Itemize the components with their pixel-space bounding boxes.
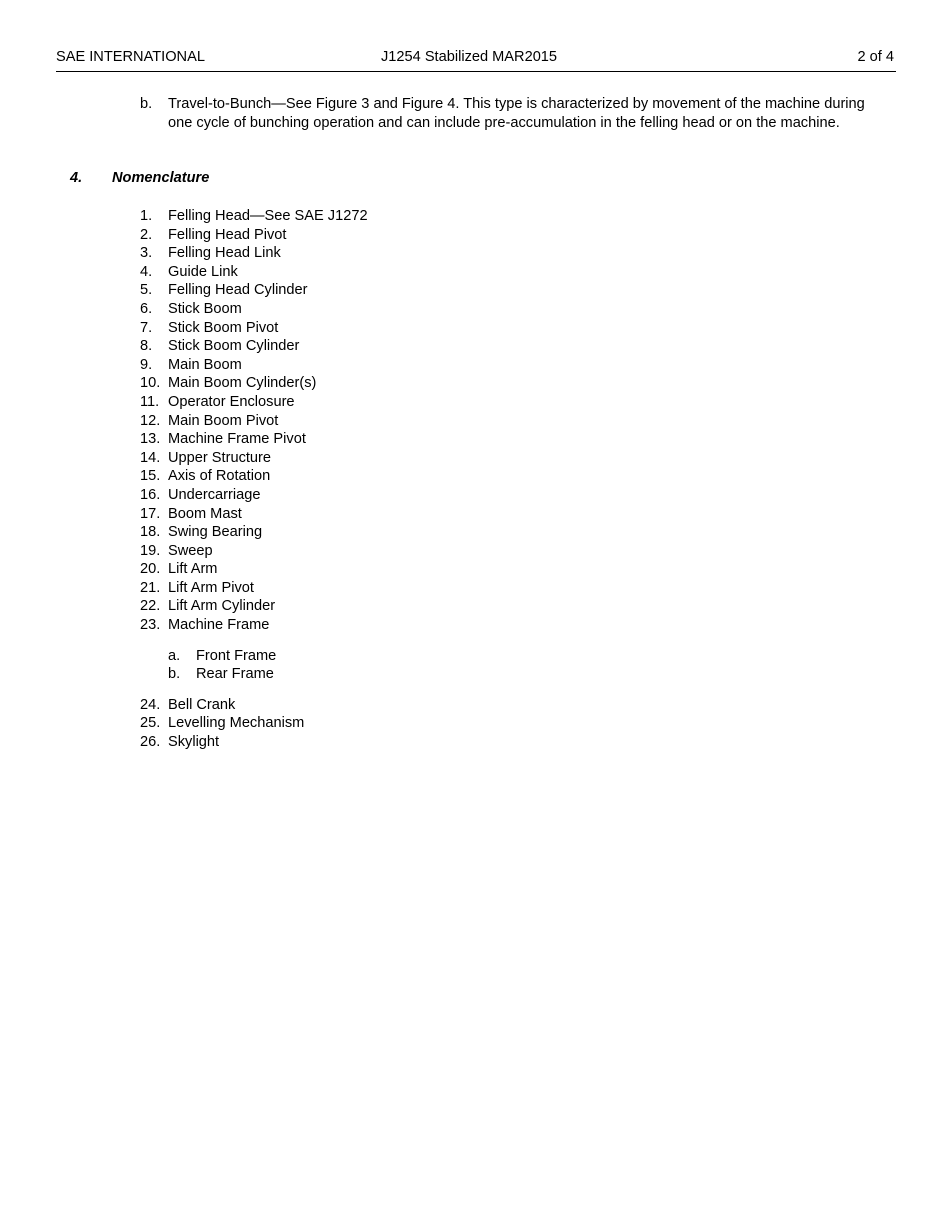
list-item-label: Lift Arm Pivot — [168, 579, 254, 596]
list-item-number: a. — [168, 647, 181, 664]
list-item — [140, 486, 740, 505]
header-organization: SAE INTERNATIONAL — [56, 49, 205, 65]
list-item — [140, 374, 740, 393]
list-item — [140, 542, 740, 561]
list-item — [140, 560, 740, 579]
list-item — [140, 281, 740, 300]
list-item-label: Stick Boom Pivot — [168, 319, 279, 336]
list-item-label: Main Boom — [168, 356, 242, 373]
list-item — [140, 412, 740, 431]
paragraph-travel-to-bunch — [140, 95, 880, 133]
page-header — [56, 49, 896, 72]
list-item-number: 20. — [140, 561, 161, 578]
list-item-label: Machine Frame — [168, 617, 270, 634]
list-item-number: 25. — [140, 715, 161, 732]
list-item-label: Main Boom Cylinder(s) — [168, 375, 317, 392]
list-item-label: Felling Head—See SAE J1272 — [168, 208, 368, 224]
list-item — [140, 207, 740, 226]
list-item-label: Levelling Mechanism — [168, 715, 305, 732]
list-item-number: 1. — [140, 208, 153, 224]
list-item-label: Boom Mast — [168, 505, 242, 522]
list-item-label: Felling Head Cylinder — [168, 282, 308, 299]
list-item-number: 5. — [140, 282, 153, 299]
list-item-label: Front Frame — [196, 647, 277, 664]
list-item — [140, 356, 740, 375]
list-item-number: 23. — [140, 617, 161, 634]
list-item-label: Stick Boom Cylinder — [168, 338, 300, 355]
paragraph-marker: b. — [140, 96, 153, 112]
list-item — [140, 597, 740, 616]
list-item — [140, 579, 740, 598]
list-item-number: 21. — [140, 579, 161, 596]
list-item-number: 14. — [140, 449, 161, 466]
sub-list-item — [140, 665, 740, 684]
list-item-number: 26. — [140, 734, 161, 751]
list-item — [140, 696, 740, 715]
list-item — [140, 714, 740, 733]
sub-list-item — [140, 647, 740, 666]
list-item-label: Machine Frame Pivot — [168, 431, 306, 448]
list-item-number: 22. — [140, 598, 161, 615]
header-document-id: J1254 Stabilized MAR2015 — [381, 49, 558, 65]
list-item — [140, 319, 740, 338]
list-item-number: 2. — [140, 226, 153, 243]
list-item — [140, 733, 740, 752]
list-item-label: Sweep — [168, 542, 213, 559]
list-item-label: Undercarriage — [168, 486, 261, 503]
list-item-number: 7. — [140, 319, 153, 336]
list-item-label: Lift Arm Cylinder — [168, 598, 276, 615]
list-item — [140, 393, 740, 412]
list-item-number: 15. — [140, 468, 161, 485]
list-item-number: 6. — [140, 300, 153, 317]
list-item-label: Bell Crank — [168, 696, 236, 713]
list-item — [140, 467, 740, 486]
list-item-label: Swing Bearing — [168, 524, 263, 541]
list-item-label: Lift Arm — [168, 561, 218, 578]
list-item-number: 18. — [140, 524, 161, 541]
list-item-number: 3. — [140, 245, 153, 262]
list-item — [140, 430, 740, 449]
list-item — [140, 449, 740, 468]
list-item — [140, 300, 740, 319]
list-item-label: Felling Head Link — [168, 245, 281, 262]
list-item — [140, 505, 740, 524]
list-item — [140, 226, 740, 245]
list-item-number: 12. — [140, 412, 161, 429]
list-item-label: Felling Head Pivot — [168, 226, 287, 243]
list-item — [140, 616, 740, 635]
list-item-number: 4. — [140, 263, 153, 280]
list-item-number: 10. — [140, 375, 161, 392]
list-item — [140, 263, 740, 282]
list-item — [140, 244, 740, 263]
list-item-number: b. — [168, 666, 181, 683]
list-item-label: Stick Boom — [168, 300, 242, 317]
list-item-number: 8. — [140, 338, 153, 355]
list-item — [140, 523, 740, 542]
list-item-number: 19. — [140, 542, 161, 559]
list-item — [140, 337, 740, 356]
list-item-label: Axis of Rotation — [168, 468, 271, 485]
list-item-number: 24. — [140, 696, 161, 713]
header-page-number: 2 of 4 — [857, 49, 894, 65]
list-item-label: Main Boom Pivot — [168, 412, 279, 429]
list-item-label: Rear Frame — [196, 666, 274, 683]
list-item-number: 9. — [140, 356, 153, 373]
list-item-number: 11. — [140, 393, 160, 410]
list-item-number: 17. — [140, 505, 161, 522]
list-item-label: Operator Enclosure — [168, 393, 295, 410]
list-item-label: Guide Link — [168, 263, 238, 280]
list-item-number: 13. — [140, 431, 161, 448]
list-item-label: Upper Structure — [168, 449, 272, 466]
list-item-number: 16. — [140, 486, 161, 503]
list-item-label: Skylight — [168, 734, 220, 751]
nomenclature-list — [140, 207, 740, 752]
paragraph-text: Travel-to-Bunch—See Figure 3 and Figure 4. This type is characterized by movement of the machine during one cycle of bunching operation and can include pre-accumulation in the felling head or on the machine. — [168, 96, 865, 131]
section-number: 4. — [70, 170, 83, 186]
section-title: Nomenclature — [112, 170, 210, 186]
